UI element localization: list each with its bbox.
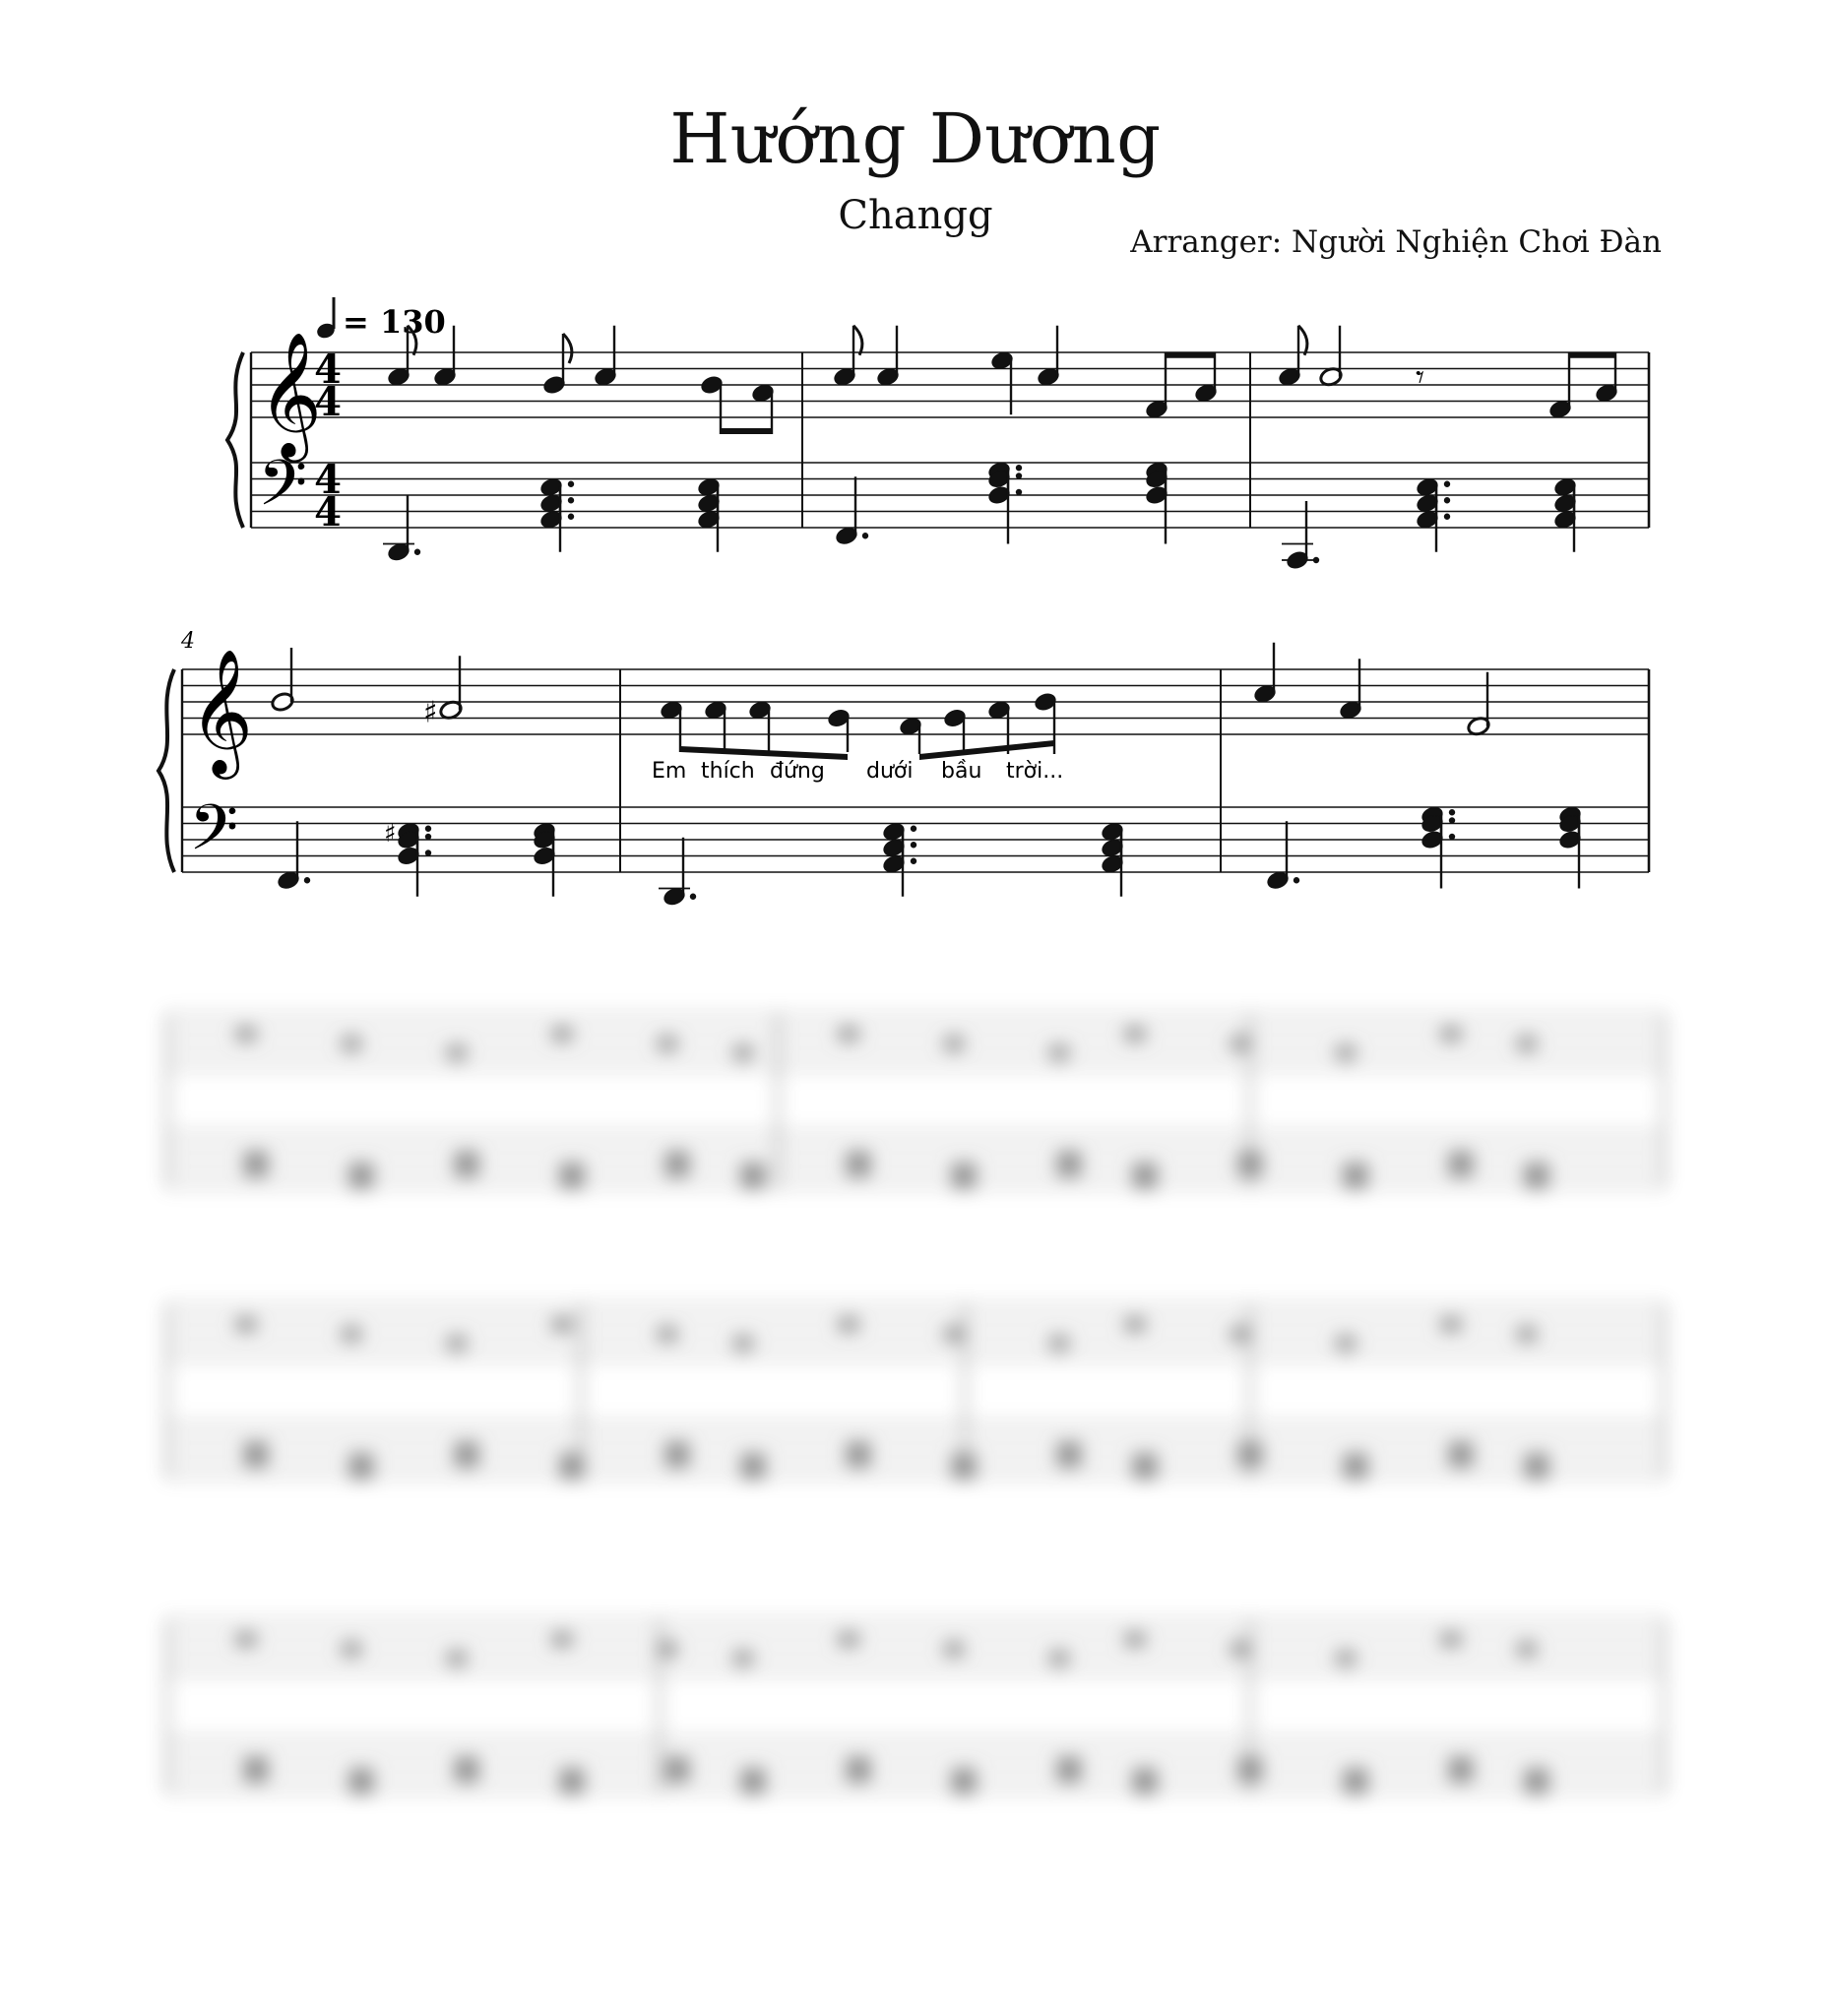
augmentation-dot (568, 497, 574, 503)
blurred-chord (665, 1152, 689, 1177)
blurred-note (1516, 1036, 1538, 1051)
blurred-chord (349, 1769, 373, 1795)
blurred-chord (741, 1164, 765, 1189)
song-title: Hướng Dương (669, 98, 1162, 179)
blurred-note (1440, 1631, 1462, 1647)
blurred-note (943, 1036, 965, 1051)
blurred-chord (1057, 1442, 1081, 1468)
blurred-chord (1449, 1757, 1473, 1783)
blurred-note (551, 1316, 573, 1332)
blurred-note (1335, 1651, 1357, 1667)
augmentation-dot (1449, 817, 1455, 823)
system-2 (158, 629, 1649, 908)
blurred-note (838, 1631, 859, 1647)
eighth-flag (563, 334, 572, 363)
augmentation-dot (1444, 514, 1450, 520)
lyric-syllable: bầu (941, 759, 982, 784)
beam (1166, 352, 1215, 358)
blurred-chord (1449, 1152, 1473, 1177)
blurred-chord (1344, 1454, 1367, 1480)
augmentation-dot (1313, 557, 1319, 563)
blurred-note (446, 1336, 468, 1352)
system-brace (227, 352, 243, 528)
blurred-chord (455, 1152, 478, 1177)
augmentation-dot (1016, 472, 1022, 478)
blurred-note (1048, 1651, 1070, 1667)
augmentation-dot (414, 549, 420, 555)
blurred-note (1124, 1026, 1146, 1041)
blurred-note (551, 1026, 573, 1041)
blurred-note (943, 1326, 965, 1342)
blurred-chord (455, 1442, 478, 1468)
blurred-note (732, 1651, 754, 1667)
blurred-note (1440, 1316, 1462, 1332)
sharp-accidental: ♯ (384, 818, 397, 849)
blurred-chord (349, 1454, 373, 1480)
bass-clef-icon: 𝄢 (258, 447, 308, 536)
time-signature-denominator: 4 (314, 379, 342, 425)
beam (680, 746, 848, 760)
blurred-chord (1057, 1757, 1081, 1783)
blurred-note (1516, 1326, 1538, 1342)
blurred-staves (167, 1014, 1664, 1795)
augmentation-dot (1294, 877, 1299, 883)
blurred-chord (455, 1757, 478, 1783)
time-signature-denominator: 4 (314, 489, 342, 536)
time-signature-numerator: 4 (314, 346, 342, 393)
blurred-chord (1057, 1152, 1081, 1177)
blurred-chord (847, 1152, 870, 1177)
blurred-note (551, 1631, 573, 1647)
augmentation-dot (568, 514, 574, 520)
blurred-note (943, 1641, 965, 1657)
blurred-note (732, 1045, 754, 1061)
lyric-syllable: thích (701, 759, 755, 784)
augmentation-dot (1449, 834, 1455, 840)
blurred-chord (560, 1769, 584, 1795)
augmentation-dot (1016, 465, 1022, 471)
beam (721, 428, 772, 434)
blurred-note (235, 1631, 257, 1647)
blurred-chord (1133, 1769, 1157, 1795)
blurred-note (1335, 1045, 1357, 1061)
blurred-chord (1238, 1152, 1262, 1177)
blurred-note (732, 1336, 754, 1352)
blurred-note (838, 1316, 859, 1332)
blurred-chord (1344, 1769, 1367, 1795)
blurred-note (1516, 1641, 1538, 1657)
augmentation-dot (911, 842, 916, 848)
blurred-note (657, 1036, 678, 1051)
augmentation-dot (425, 850, 431, 855)
eighth-flag (853, 326, 862, 355)
blurred-note (341, 1036, 362, 1051)
treble-clef-icon: 𝄞 (258, 331, 323, 457)
blurred-chord (847, 1442, 870, 1468)
blurred-chord (244, 1152, 268, 1177)
blurred-note (1124, 1316, 1146, 1332)
blurred-chord (1449, 1442, 1473, 1468)
augmentation-dot (304, 877, 310, 883)
system-brace (158, 669, 174, 872)
blurred-chord (1238, 1442, 1262, 1468)
blurred-note (1124, 1631, 1146, 1647)
augmentation-dot (568, 481, 574, 487)
blurred-chord (1133, 1454, 1157, 1480)
sharp-accidental: ♯ (423, 695, 438, 730)
augmentation-dot (911, 858, 916, 864)
blurred-chord (1238, 1757, 1262, 1783)
blurred-chord (1344, 1164, 1367, 1189)
blurred-note (1440, 1026, 1462, 1041)
eighth-rest-icon: 𝄾 (1416, 357, 1425, 398)
lyric-syllable: đứng (770, 759, 825, 784)
blurred-chord (1525, 1769, 1548, 1795)
blurred-note (446, 1651, 468, 1667)
lyric-syllable: Em (652, 759, 687, 784)
blurred-chord (560, 1454, 584, 1480)
blurred-chord (741, 1769, 765, 1795)
augmentation-dot (1016, 489, 1022, 495)
tempo-text: = 130 (343, 303, 446, 341)
blurred-note (1048, 1336, 1070, 1352)
augmentation-dot (911, 826, 916, 832)
blurred-note (1230, 1641, 1251, 1657)
blurred-note (446, 1045, 468, 1061)
lyric-syllable: trời... (1006, 759, 1064, 784)
treble-clef-icon: 𝄞 (189, 648, 254, 774)
blurred-preview-systems (148, 975, 1683, 1949)
measure-number: 4 (181, 629, 195, 654)
blurred-note (1230, 1036, 1251, 1051)
blurred-note (341, 1641, 362, 1657)
blurred-chord (244, 1757, 268, 1783)
blurred-note (838, 1026, 859, 1041)
augmentation-dot (425, 834, 431, 840)
composer-name: Changg (838, 193, 993, 238)
lyric-syllable: dưới (866, 759, 914, 784)
blurred-chord (560, 1164, 584, 1189)
blurred-note (1335, 1336, 1357, 1352)
blurred-chord (847, 1757, 870, 1783)
augmentation-dot (862, 533, 868, 538)
blurred-note (235, 1026, 257, 1041)
tempo-marking (315, 297, 446, 341)
blurred-note (235, 1316, 257, 1332)
augmentation-dot (425, 826, 431, 832)
augmentation-dot (1444, 497, 1450, 503)
augmentation-dot (1444, 481, 1450, 487)
blurred-note (657, 1641, 678, 1657)
bass-clef-icon: 𝄢 (189, 791, 239, 881)
blurred-chord (349, 1164, 373, 1189)
blurred-chord (1525, 1164, 1548, 1189)
blurred-chord (952, 1454, 976, 1480)
blurred-note (1230, 1326, 1251, 1342)
blurred-chord (1525, 1454, 1548, 1480)
beam (919, 740, 1054, 760)
eighth-flag (1298, 326, 1307, 355)
arranger-credit: Arranger: Người Nghiện Chơi Đàn (1130, 224, 1662, 260)
blurred-note (657, 1326, 678, 1342)
blurred-chord (665, 1757, 689, 1783)
time-signature-numerator: 4 (314, 457, 342, 503)
blurred-note (1048, 1045, 1070, 1061)
blurred-note (341, 1326, 362, 1342)
augmentation-dot (690, 894, 696, 900)
system-1 (227, 326, 1649, 571)
blurred-chord (1133, 1164, 1157, 1189)
beam (1569, 352, 1615, 358)
blurred-chord (952, 1164, 976, 1189)
blurred-chord (952, 1769, 976, 1795)
blurred-chord (741, 1454, 765, 1480)
blurred-chord (244, 1442, 268, 1468)
augmentation-dot (1449, 809, 1455, 815)
blurred-chord (665, 1442, 689, 1468)
